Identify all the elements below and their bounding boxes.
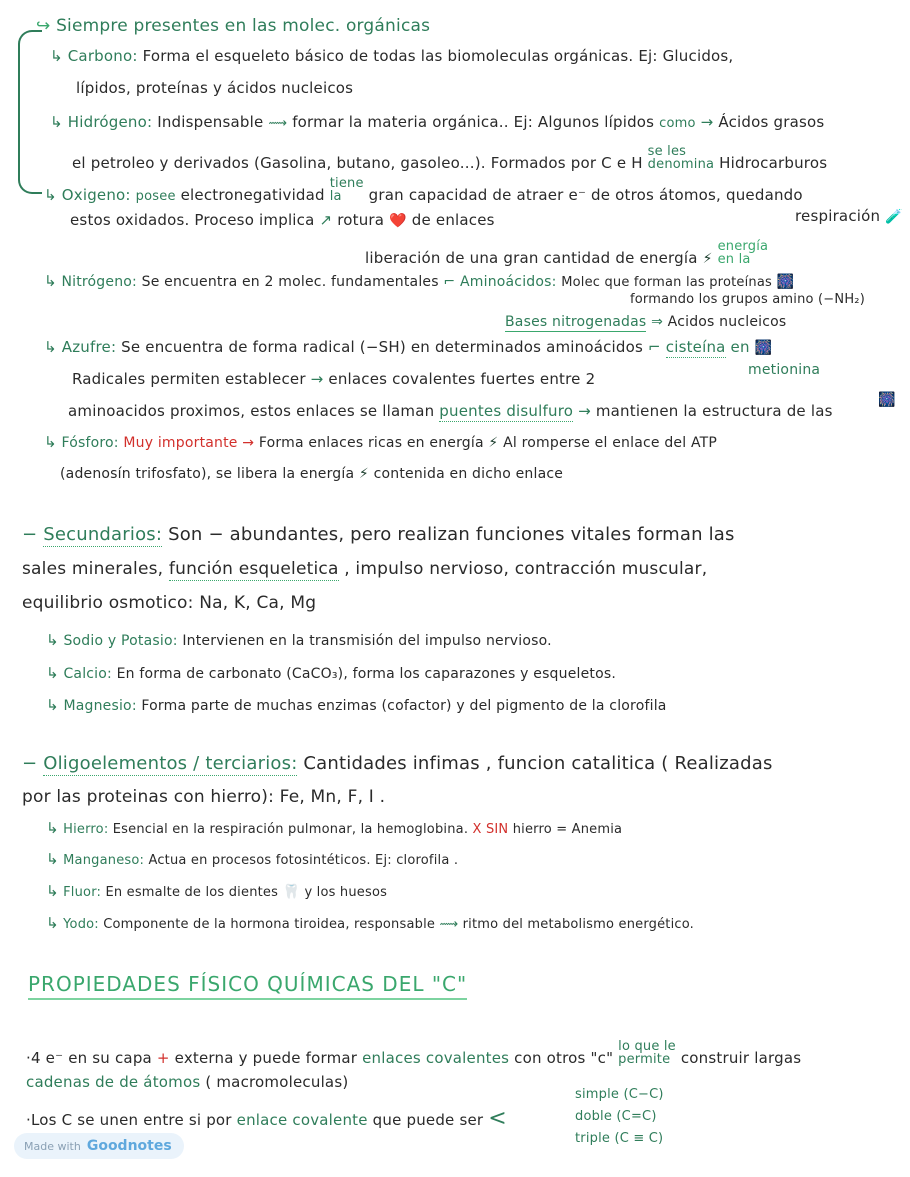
item-nitrogeno (44, 272, 794, 290)
text-prop-plus: + (156, 1049, 170, 1067)
label-oxigeno: Oxigeno: (61, 186, 131, 204)
heading-secundarios-text: Secundarios: (43, 524, 163, 545)
watermark-made-with: Made with (24, 1139, 81, 1153)
item-azufre-line2 (72, 370, 595, 388)
text-aminoacidos: Molec que forman las proteínas (561, 275, 772, 290)
heading-oligoelementos: − Oligoelementos / terciarios: Cantidades infimas , funcion catalitica ( Realizadas (22, 753, 773, 774)
text-oxigeno-c: estos oxidados. Proceso implica (70, 211, 315, 229)
left-brace-decoration (18, 30, 42, 194)
text-hierro: Esencial en la respiración pulmonar, la hemoglobina. (112, 822, 469, 837)
sub-arrow-icon: ↳ (46, 631, 59, 649)
text-de-enlaces: de enlaces (411, 211, 495, 229)
label-nitrogeno: Nitrógeno: (61, 274, 137, 290)
item-fosforo (44, 433, 717, 451)
propiedades-line1 (26, 1040, 801, 1067)
sub-arrow-icon: ↳ (46, 664, 59, 682)
tag-tiene: tiene (329, 176, 364, 191)
text-prop-1b: externa y puede formar (174, 1049, 358, 1067)
arrow-icon: → (578, 402, 591, 420)
text-fosforo-d: contenida en dicho enlace (373, 466, 564, 482)
sub-arrow-icon: ↳ (44, 272, 57, 290)
item-azufre (44, 338, 772, 356)
tag-la: la (329, 189, 342, 204)
tag-energia-en-la (718, 240, 769, 266)
branch-arrow-icon: ⌐ (443, 274, 456, 290)
text-fosforo-c: (adenosín trifosfato), se libera la energía (60, 466, 355, 482)
text-prop-1d: con otros "c" (514, 1049, 614, 1067)
tag-posee: posee (135, 189, 176, 204)
secundarios-line2 (22, 559, 707, 579)
text-aminoacidos-proximos: aminoacidos proximos, estos enlaces se llaman (68, 402, 435, 420)
text-en: en (730, 338, 750, 356)
arrow-icon: ↗ (319, 211, 333, 229)
branch-arrow-icon: ⌐ (648, 338, 661, 356)
bond-triple: triple (C ≡ C) (575, 1131, 664, 1146)
sub-arrow-icon: ↳ (46, 882, 59, 900)
text-liberacion-energia: liberación de una gran cantidad de energía (365, 249, 698, 267)
arrow-icon: → (310, 370, 324, 388)
text-prop-1a: ·4 e⁻ en su capa (26, 1049, 152, 1067)
bond-doble: doble (C=C) (575, 1109, 657, 1124)
label-bases-nitrogenadas: Bases nitrogenadas (505, 314, 647, 330)
heart-icon: ❤️ (389, 213, 407, 229)
text-carbono-2: lípidos, proteínas y ácidos nucleicos (76, 79, 354, 97)
text-muy-importante: Muy importante (123, 435, 238, 451)
sub-arrow-icon: ↳ (44, 433, 57, 451)
tag-tiene-la (330, 177, 364, 203)
test-tube-icon: 🧪 (885, 209, 903, 225)
arrow-icon: → (700, 113, 714, 131)
item-azufre-line3 (68, 392, 896, 420)
text-oligo-2: por las proteinas con hierro): Fe, Mn, F, I . (22, 787, 386, 807)
page-title: ↪ Siempre presentes en las molec. orgánicas (36, 16, 431, 36)
text-fluor: En esmalte de los dientes (105, 885, 279, 900)
text-rotura: rotura (337, 211, 385, 229)
text-respiracion: respiración (795, 207, 881, 225)
note-respiracion (795, 207, 903, 225)
text-oligo-1: Cantidades infimas , funcion catalitica ( Realizadas (303, 753, 773, 774)
sub-arrow-icon: ↳ (46, 914, 59, 932)
propiedades-line3 (26, 1106, 507, 1131)
text-puentes-disulfuro: puentes disulfuro (439, 402, 574, 420)
label-sodio-potasio: Sodio y Potasio: (63, 633, 178, 649)
label-hierro: Hierro: (63, 822, 109, 837)
text-manganeso: Actua en procesos fotosintéticos. Ej: clorofila . (148, 853, 459, 868)
sparkle-icon: 🎆 (776, 274, 795, 290)
arrow-icon: ⇒ (651, 314, 664, 330)
item-hidrogeno-line2 (72, 145, 827, 172)
text-hidrogeno-a: Indispensable (157, 113, 264, 131)
sub-arrow-icon: ↳ (50, 113, 63, 131)
propiedades-line2 (26, 1073, 348, 1091)
tag-lo-que-le: lo que le (618, 1039, 676, 1054)
brace-icon: < (488, 1106, 507, 1131)
text-anemia: hierro = Anemia (512, 822, 623, 837)
text-enlaces-covalentes-prop: enlaces covalentes (362, 1049, 510, 1067)
item-sodio-potasio (46, 631, 552, 649)
bond-simple: simple (C−C) (575, 1087, 664, 1102)
item-yodo (46, 914, 694, 932)
branch-bases-nitrogenadas (505, 314, 786, 330)
text-prop-1e: construir largas (680, 1049, 802, 1067)
item-oxigeno-line3 (365, 240, 768, 267)
text-fosforo-b: Al romperse el enlace del ATP (503, 435, 718, 451)
text-magnesio: Forma parte de muchas enzimas (cofactor) y del pigmento de la clorofila (141, 698, 667, 714)
tag-energia: energía (717, 239, 769, 254)
text-calcio: En forma de carbonato (CaCO₃), forma los caparazones y esqueletos. (116, 666, 617, 682)
heading-propiedades: PROPIEDADES FÍSICO QUÍMICAS DEL "C" (28, 972, 467, 1000)
item-oxigeno-line2 (70, 211, 495, 229)
text-enlace-covalente: enlace covalente (236, 1111, 368, 1129)
text-azufre: Se encuentra de forma radical (−SH) en determinados aminoácidos (121, 338, 644, 356)
text-secundarios-1: abundantes, pero realizan funciones vitales forman las (229, 524, 735, 545)
goodnotes-watermark (14, 1133, 184, 1159)
text-yodo-2: ritmo del metabolismo energético. (462, 917, 695, 932)
sub-arrow-icon: ↳ (50, 47, 63, 65)
heading-oligoelementos-text: Oligoelementos / terciarios: (43, 753, 298, 774)
item-oxigeno (44, 177, 803, 204)
sub-arrow-icon: ↳ (46, 696, 59, 714)
text-yodo: Componente de la hormona tiroidea, responsable (103, 917, 436, 932)
tag-se-les-denomina (648, 145, 715, 171)
item-calcio (46, 664, 616, 682)
item-manganeso (46, 850, 458, 868)
text-secundarios-2: , impulso nervioso, contracción muscular, (344, 559, 708, 579)
tag-como: como (659, 116, 696, 131)
text-sin-hierro-warn: X SIN (472, 822, 509, 837)
text-prop-3c: que puede ser (372, 1111, 484, 1129)
label-manganeso: Manganeso: (63, 853, 145, 868)
arrow-link-icon: ⟿ (268, 116, 288, 131)
text-fluor-2: y los huesos (304, 885, 388, 900)
tag-lo-que-le-permite (618, 1040, 676, 1066)
text-hidrogeno-d: el petroleo y derivados (Gasolina, butano, gasoleo...). Formados por C e H (72, 154, 643, 172)
text-cisteina: cisteína (665, 338, 726, 356)
text-secundarios-son: Son (168, 524, 203, 545)
tag-en-la: en la (717, 252, 751, 267)
text-grupos-amino: formando los grupos amino (−NH₂) (630, 292, 865, 307)
text-acidos-nucleicos: Acidos nucleicos (667, 314, 787, 330)
item-carbono (50, 47, 733, 65)
label-magnesio: Magnesio: (63, 698, 137, 714)
lightning-icon: ⚡ (702, 251, 713, 267)
lightning-icon: ⚡ (488, 435, 499, 451)
item-fosforo-line2 (60, 466, 563, 482)
text-sodio-potasio: Intervienen en la transmisión del impulso nervioso. (182, 633, 552, 649)
label-yodo: Yodo: (63, 917, 99, 932)
label-fosforo: Fósforo: (61, 435, 119, 451)
label-aminoacidos: Aminoácidos: (459, 274, 557, 290)
heading-secundarios: − Secundarios: Son − abundantes, pero realizan funciones vitales forman las (22, 524, 735, 545)
arrow-icon: ⟿ (439, 917, 459, 932)
text-oxigeno-a: electronegatividad (180, 186, 325, 204)
label-azufre: Azufre: (61, 338, 117, 356)
sub-arrow-icon: ↳ (44, 186, 57, 204)
tooth-icon: 🦷 (282, 884, 301, 900)
text-hidrogeno-c: Ácidos grasos (718, 113, 825, 131)
text-macromoleculas: ( macromoleculas) (205, 1073, 349, 1091)
tag-se-les: se les (647, 144, 687, 159)
text-oxigeno-b: gran capacidad de atraer e⁻ de otros átomos, quedando (368, 186, 803, 204)
watermark-brand: Goodnotes (86, 1138, 172, 1154)
label-calcio: Calcio: (63, 666, 112, 682)
label-carbono: Carbono: (67, 47, 138, 65)
sub-arrow-icon: ↳ (46, 850, 59, 868)
page-title-text: Siempre presentes en las molec. orgánicas (56, 16, 431, 36)
text-cadenas-atomos: cadenas de de átomos (26, 1073, 201, 1091)
text-equilibrio-osmotico: equilibrio osmotico: Na, K, Ca, Mg (22, 593, 317, 613)
text-hidrocarburos: Hidrocarburos (719, 154, 828, 172)
text-nitrogeno: Se encuentra en 2 molec. fundamentales (141, 274, 439, 290)
item-fluor (46, 882, 387, 900)
item-hierro (46, 819, 622, 837)
text-metionina: metionina (748, 362, 821, 378)
lightning-icon: ⚡ (358, 466, 369, 482)
item-hidrogeno (50, 113, 824, 131)
text-hidrogeno-b: formar la materia orgánica.. Ej: Algunos lípidos (292, 113, 655, 131)
text-prop-3a: ·Los C se unen entre si por (26, 1111, 232, 1129)
sparkle-icon: 🎆 (754, 340, 773, 356)
text-radicales: Radicales permiten establecer (72, 370, 306, 388)
tag-permite: permite (618, 1052, 671, 1067)
item-magnesio (46, 696, 667, 714)
sub-arrow-icon: ↳ (44, 338, 57, 356)
text-mantienen-estructura: mantienen la estructura de las (595, 402, 833, 420)
arrow-icon: → (242, 435, 255, 451)
sparkle-icon: 🎆 (878, 392, 896, 408)
tag-denomina: denomina (647, 157, 715, 172)
text-enlaces-covalentes: enlaces covalentes fuertes entre 2 (328, 370, 596, 388)
sub-arrow-icon: ↳ (46, 819, 59, 837)
text-fosforo-a: Forma enlaces ricas en energía (258, 435, 484, 451)
text-funcion-esqueletica: función esqueletica (168, 559, 339, 579)
label-fluor: Fluor: (63, 885, 102, 900)
text-carbono-1: Forma el esqueleto básico de todas las biomoleculas orgánicas. Ej: Glucidos, (142, 47, 734, 65)
text-sales-minerales: sales minerales, (22, 559, 164, 579)
label-hidrogeno: Hidrógeno: (67, 113, 153, 131)
